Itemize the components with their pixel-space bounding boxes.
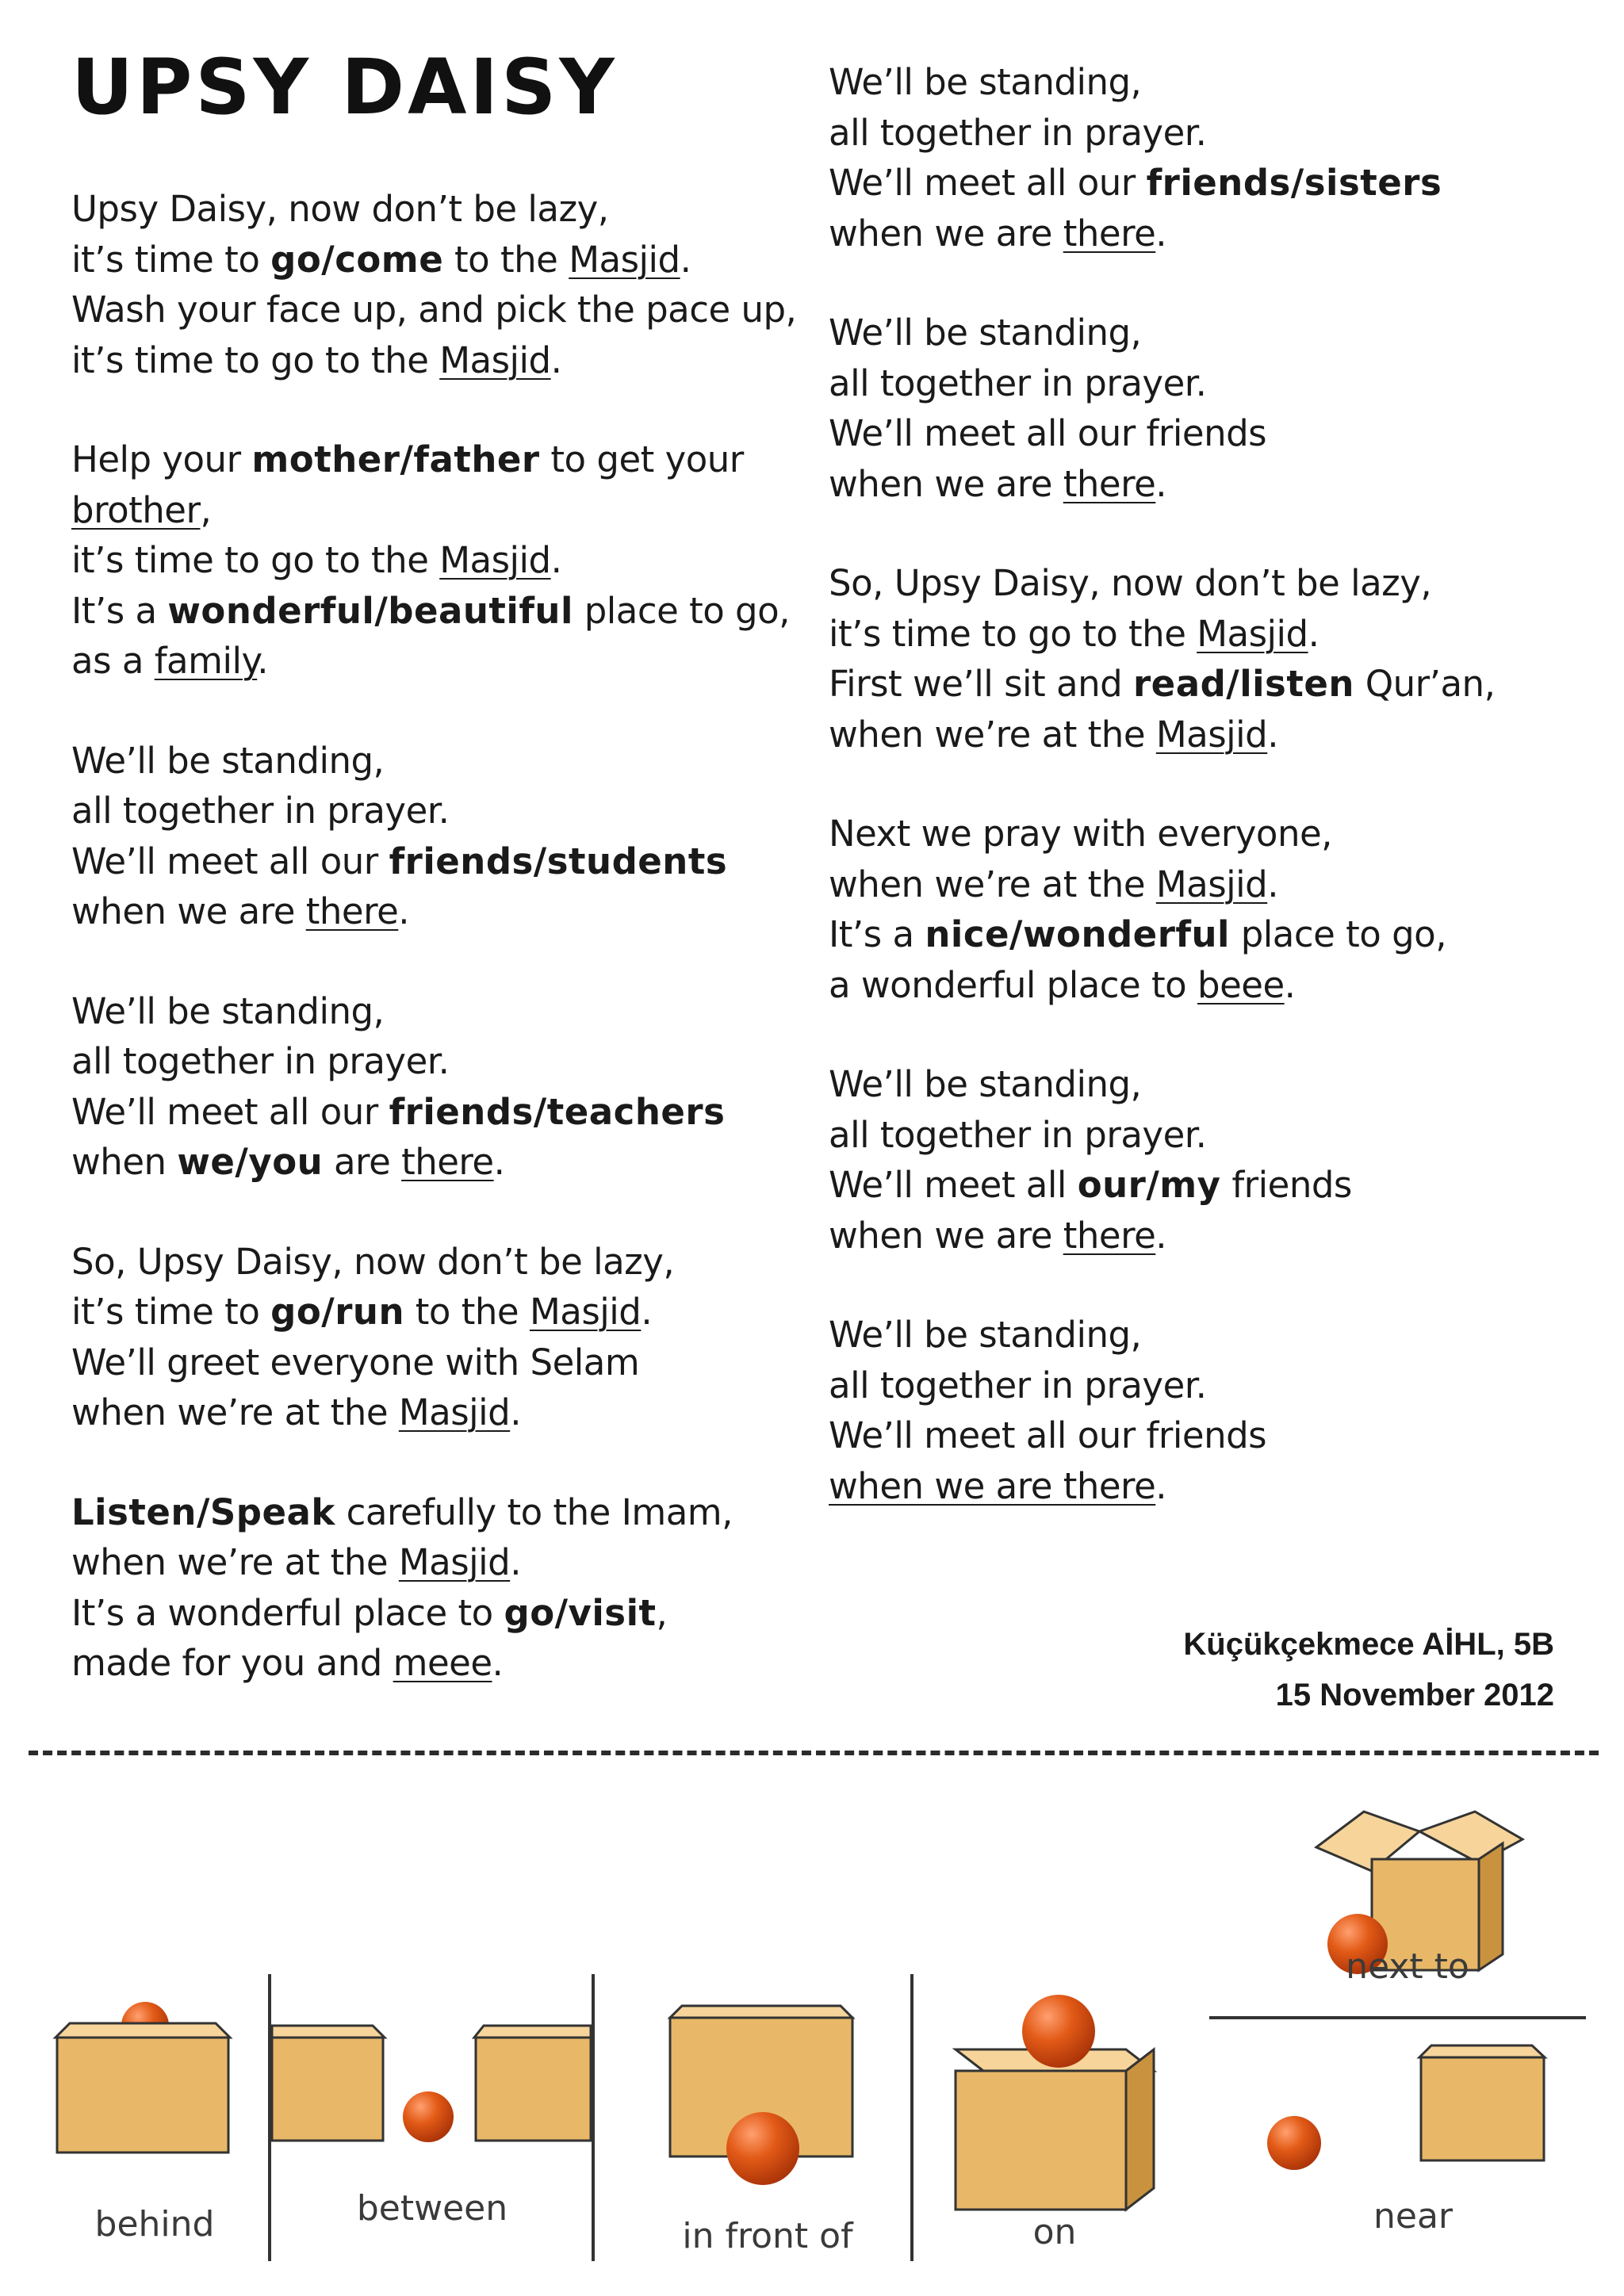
lyric-text: We’ll be standing, [829,61,1142,103]
stanza [829,57,1542,258]
box-flap [1419,1812,1522,1863]
lyric-line [71,836,785,887]
stanza [829,308,1542,509]
lyric-line [71,1588,785,1639]
stanza [71,184,797,385]
lyric-text: . [257,640,269,682]
underlined-word: Masjid [1155,713,1268,756]
lyric-text: . [493,1141,505,1183]
lyric-line [829,308,1542,358]
label-on: on [1032,2212,1077,2252]
stanza [71,1487,785,1689]
lyric-line [71,1287,785,1337]
lyric-text: We’ll meet all [829,1164,1078,1206]
lyric-text: it’s time to [71,1291,271,1333]
lyric-line [829,57,1542,108]
lyric-text: when we’re at the [829,863,1156,905]
stanza [829,558,1542,760]
lyric-text: We’ll meet all our [829,162,1147,204]
lyric-text: . [550,339,562,381]
lyric-text: Upsy Daisy, now don’t be lazy, [71,188,609,230]
underlined-word: Masjid [439,339,551,381]
lyrics-right-column [829,57,1542,1560]
ball [726,2112,799,2185]
lyric-text: are [323,1141,402,1183]
in-front-of-picture [670,2006,854,2256]
word-choice: our/my [1077,1164,1221,1206]
lyric-text: . [1155,1464,1167,1507]
lyric-text: Qur’an, [1354,663,1496,705]
underlined-word: there [1063,462,1156,505]
lyric-line [829,960,1542,1011]
lyric-line [829,558,1542,609]
lyric-text: It’s a [71,589,168,632]
label-next-to: next to [1346,1946,1469,1987]
lyric-line [829,1410,1542,1461]
lyric-line [71,1537,785,1588]
box-front [272,2038,383,2141]
lyric-text: , [656,1591,668,1634]
lyric-line [829,909,1542,960]
lyric-line [71,1237,785,1288]
lyric-text: when we are [829,1214,1063,1257]
lyric-text: Help your [71,438,252,480]
underlined-word: Masjid [1197,612,1308,655]
lyric-line [71,1638,785,1689]
stanza [71,736,785,937]
lyric-line [71,1487,785,1538]
box-front [57,2038,228,2152]
underlined-word: Masjid [439,539,551,581]
lyric-line [71,335,785,386]
lyric-text: Wash your face up, and pick the pace up, [71,289,797,331]
lyric-text: all together in prayer. [829,362,1207,404]
lyric-text: place to go, [1229,913,1446,955]
lyric-line [829,108,1542,159]
lyric-text: place to go, [573,589,790,632]
lyric-text: it’s time to go to the [829,612,1197,655]
lyric-text: . [1267,863,1279,905]
lyric-text: . [641,1291,653,1333]
lyric-text: . [1308,612,1320,655]
word-choice: friends/sisters [1146,162,1442,204]
lyric-text: as a [71,640,155,682]
credit-block [1183,1619,1554,1720]
lyric-line [71,786,785,836]
lyric-line [829,659,1542,710]
lyric-text: First we’ll sit and [829,663,1133,705]
lyric-text: when we’re at the [829,713,1156,756]
stanza [829,1059,1542,1261]
lyric-text: all together in prayer. [829,1364,1207,1406]
underlined-word: Masjid [398,1541,511,1583]
lyric-text: all together in prayer. [71,1040,450,1082]
box-top [56,2023,230,2038]
stanza [71,1237,785,1438]
underlined-word: there [1063,212,1156,254]
lyric-text: We’ll be standing, [829,1314,1142,1356]
lyric-line [71,1387,785,1438]
lyric-text: . [510,1541,522,1583]
lyric-line [829,809,1542,859]
lyric-line [829,209,1542,259]
lyric-text: all together in prayer. [829,111,1207,154]
lyric-text: it’s time to go to the [71,339,440,381]
word-choice: Listen/Speak [71,1490,335,1533]
lyric-text: to the [443,238,569,281]
word-choice: friends/teachers [389,1090,726,1133]
underlined-word: family [154,640,258,682]
stanza [829,1310,1542,1511]
on-picture [956,1995,1154,2252]
credit-school: Küçükçekmece AİHL, 5B [1183,1627,1554,1662]
lyric-text: made for you and [71,1642,393,1684]
underlined-word: when we are there [829,1464,1156,1507]
underlined-word: there [1063,1214,1156,1257]
lyric-line [829,1110,1542,1161]
word-choice: friends/students [389,840,728,882]
lyric-line [71,1337,785,1388]
lyric-line [829,408,1542,459]
word-choice: we/you [177,1141,324,1183]
word-choice: go/run [270,1291,404,1333]
underlined-word: Masjid [529,1291,642,1333]
label-near: near [1373,2196,1454,2237]
lyric-text: We’ll be standing, [829,312,1142,354]
lyric-text: friends [1220,1164,1352,1206]
lyric-text: a wonderful place to [829,963,1198,1006]
lyric-line [829,609,1542,660]
underlined-word: Masjid [398,1391,511,1433]
lyric-text: all together in prayer. [71,790,450,832]
word-choice: go/visit [504,1591,657,1634]
lyric-line [71,986,785,1037]
cut-line-divider [29,1751,1599,1755]
song-title: UPSY DAISY [71,43,618,132]
lyric-line [71,434,785,485]
lyric-line [829,1160,1542,1211]
ball [403,2091,454,2142]
lyric-line [829,358,1542,409]
word-choice: wonderful/beautiful [167,589,573,632]
lyric-line [71,235,785,285]
word-choice: read/listen [1132,663,1354,705]
lyric-text: to the [404,1291,530,1333]
box-front [1421,2057,1544,2160]
stanza [71,986,785,1188]
box-top [272,2026,385,2038]
lyric-text: carefully to the Imam, [335,1490,733,1533]
lyric-text: it’s time to [71,238,271,281]
lyric-line [829,710,1542,760]
stanza [71,434,790,687]
lyric-line [71,886,785,937]
ball [1267,2116,1321,2170]
box-side [1126,2049,1154,2210]
between-picture [272,2026,591,2229]
lyric-line [829,1310,1542,1360]
lyric-line [829,1461,1542,1512]
box-front [476,2038,591,2141]
lyric-line [829,158,1542,209]
label-between: between [356,2188,508,2229]
underlined-word: beee [1197,963,1285,1006]
behind-picture [56,2002,230,2244]
lyric-text: . [510,1391,522,1433]
underlined-word: Masjid [569,238,680,281]
lyric-line [71,586,790,637]
lyric-text: It’s a [829,913,925,955]
lyric-text: . [1155,462,1167,505]
label-behind: behind [94,2204,215,2244]
box-front [956,2071,1126,2210]
lyric-text: . [398,890,410,932]
ball [1022,1995,1095,2068]
lyric-line [829,859,1542,910]
lyric-text: . [1155,1214,1167,1257]
lyric-text: when [71,1141,178,1183]
underlined-word: there [401,1141,494,1183]
lyric-line [71,1036,785,1087]
lyric-text: , [200,488,212,531]
lyric-line [71,736,785,786]
label-in-front-of: in front of [682,2216,853,2256]
lyrics-left-column [71,184,797,1738]
near-picture [1267,2045,1545,2237]
underlined-word: Masjid [1155,863,1268,905]
lyric-text: We’ll meet all our friends [829,1414,1267,1456]
prepositions-illustration [0,1776,1624,2296]
stanza [829,809,1542,1010]
lyric-text: So, Upsy Daisy, now don’t be lazy, [71,1240,675,1283]
lyric-text: . [1155,212,1167,254]
word-choice: go/come [270,238,444,281]
lyric-line [71,1087,785,1138]
lyric-text: We’ll be standing, [71,739,385,782]
lyric-text: So, Upsy Daisy, now don’t be lazy, [829,562,1432,604]
lyric-text: when we’re at the [71,1541,399,1583]
underlined-word: brother [71,488,201,531]
lyric-line [71,184,785,235]
lyric-text: . [550,539,562,581]
lyric-text: We’ll meet all our friends [829,412,1267,454]
lyric-text: . [1284,963,1296,1006]
lyric-line [829,1360,1542,1411]
lyric-line [71,485,785,536]
lyric-line [71,535,785,586]
lyric-text: all together in prayer. [829,1113,1207,1156]
lyric-text: when we are [829,462,1063,505]
lyric-line [829,1211,1542,1261]
word-choice: mother/father [251,438,540,480]
lyric-text: We’ll meet all our [71,1090,389,1133]
lyric-text: We’ll be standing, [829,1063,1142,1105]
lyric-text: when we are [829,212,1063,254]
lyric-text: Next we pray with everyone, [829,813,1332,855]
underlined-word: there [305,890,399,932]
word-choice: nice/wonderful [925,913,1230,955]
lyric-line [829,459,1542,510]
box-side [1479,1843,1503,1970]
lyric-text: . [492,1642,504,1684]
lyric-text: to get your [539,438,744,480]
lyric-line [71,1137,785,1188]
next-to-picture [1316,1812,1522,1987]
lyric-text: We’ll greet everyone with Selam [71,1341,640,1383]
lyric-line [71,285,797,335]
box-top [474,2026,591,2038]
lyric-text: . [1267,713,1279,756]
lyric-text: We’ll be standing, [71,989,385,1032]
box-top [670,2006,852,2018]
underlined-word: meee [393,1642,492,1684]
lyric-text: It’s a wonderful place to [71,1591,504,1634]
box-top [1419,2045,1545,2057]
credit-date: 15 November 2012 [1275,1678,1554,1712]
lyric-text: it’s time to go to the [71,539,440,581]
lyric-text: when we are [71,890,306,932]
lyric-line [71,636,785,687]
lyric-line [829,1059,1542,1110]
lyric-text: when we’re at the [71,1391,399,1433]
lyric-text: We’ll meet all our [71,840,389,882]
lyric-text: . [680,238,691,281]
